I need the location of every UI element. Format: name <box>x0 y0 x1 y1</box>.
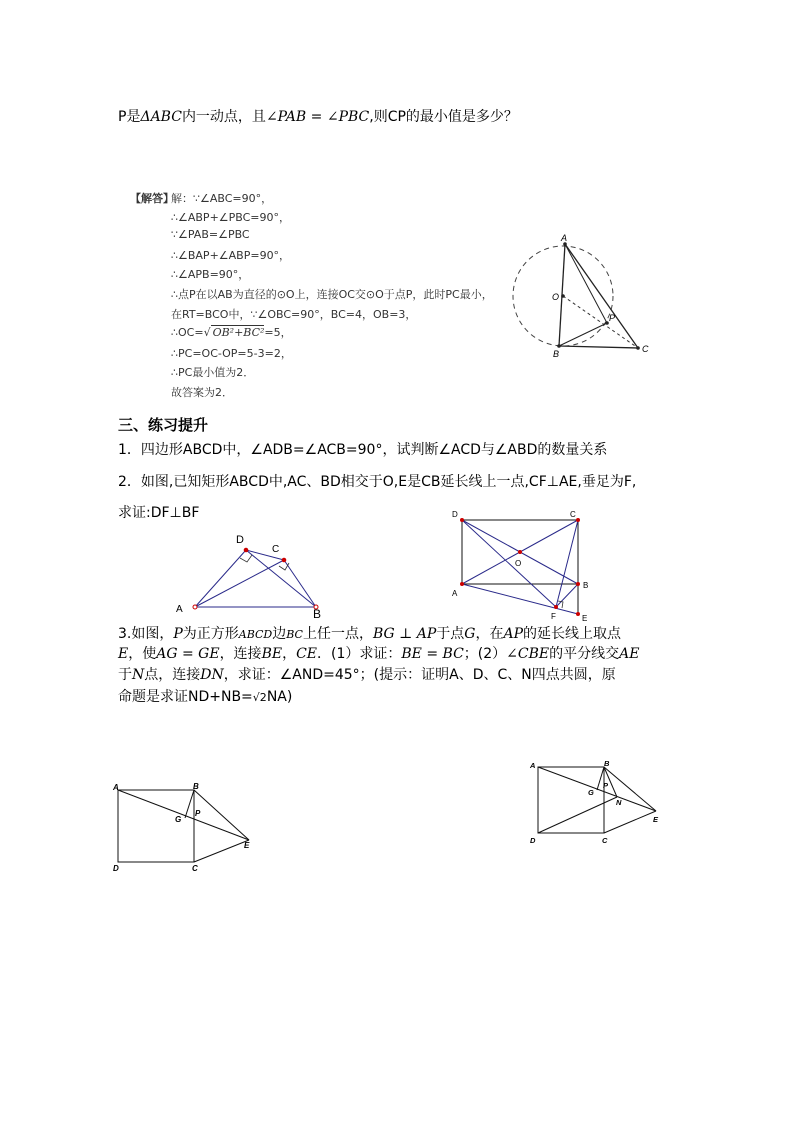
label-p: P <box>609 313 616 323</box>
label-e: E <box>244 841 250 850</box>
right-angle-c <box>279 563 289 570</box>
segment-be <box>194 790 249 840</box>
label-e: E <box>653 815 659 824</box>
segment-ce <box>604 811 656 833</box>
square-figure-2 <box>525 755 665 850</box>
circle-figure <box>505 228 665 363</box>
label-a: A <box>176 604 183 615</box>
segment-bp <box>559 323 607 346</box>
solution-line: ∴∠APB=90°， <box>171 268 250 281</box>
segment-ae <box>118 790 249 840</box>
solution-line: 解：∵∠ABC=90°， <box>171 192 273 205</box>
label-b: B <box>193 782 199 791</box>
exercise-3-line3: 于N点，连接DN，求证：∠AND=45°；(提示：证明A、D、C、N四点共圆，原 <box>118 667 616 683</box>
label-a: A <box>530 761 536 770</box>
segment-ad <box>195 550 246 607</box>
label-c: C <box>192 864 198 873</box>
solution-line: ∴PC=OC-OP=5-3=2， <box>171 347 292 360</box>
section-title: 三、练习提升 <box>118 416 209 434</box>
exercise-3-line1: 3.如图，P为正方形ABCD边BC上任一点，BG ⊥ AP于点G，在AP的延长线上取点 <box>118 626 622 642</box>
solution-line: ∴PC最小值为2． <box>171 366 255 379</box>
segment-ce <box>194 840 249 862</box>
square-figure-1 <box>108 780 258 875</box>
segment-cf <box>556 520 578 607</box>
solution-line: ∴点P在以AB为直径的⊙O上，连接OC交⊙O于点P，此时PC最小， <box>171 288 493 301</box>
segment-ap <box>565 244 607 323</box>
problem-statement: P是ΔABC内一动点，且∠PAB = ∠PBC,则CP的最小值是多少？ <box>118 109 518 125</box>
label-p: P <box>195 809 201 818</box>
exercise-2-line2: 求证:DF⊥BF <box>118 505 200 521</box>
solution-line: ∵∠PAB=∠PBC <box>171 228 250 241</box>
label-c: C <box>272 544 280 555</box>
label-b: B <box>583 581 589 590</box>
segment-df <box>462 520 556 607</box>
segment-dn <box>538 797 617 833</box>
segment-cb <box>284 560 316 607</box>
exercise-3-line4: 命题是求证ND+NB=√2NA) <box>118 689 293 705</box>
sqrt-two: √2 <box>252 691 267 704</box>
solution-line: 在RT=BCO中，∵∠OBC=90°，BC=4，OB=3， <box>171 308 417 321</box>
segment-db <box>246 550 316 607</box>
oc-radicand: OB²+BC² <box>212 326 265 339</box>
segment-ac <box>565 244 638 348</box>
right-angle-d <box>240 555 252 562</box>
label-o: O <box>515 559 522 568</box>
quad-figure <box>170 528 330 620</box>
sqrt-icon: √ <box>203 326 211 339</box>
label-d: D <box>113 864 119 873</box>
square-abcd <box>118 790 194 862</box>
label-c: C <box>570 510 576 519</box>
label-c: C <box>642 344 649 354</box>
solution-line: ∴∠BAP+∠ABP=90°， <box>171 249 291 262</box>
label-a: A <box>561 233 568 243</box>
label-e: E <box>582 614 588 623</box>
square-abcd <box>538 767 604 833</box>
label-c: C <box>602 836 608 845</box>
label-n: N <box>616 798 622 807</box>
solution-line: ∴∠ABP+∠PBC=90°， <box>171 211 291 224</box>
solution-line: 故答案为2． <box>171 386 233 399</box>
label-p: P <box>603 781 609 790</box>
label-f: F <box>551 612 556 621</box>
exercise-2-line1: 2．如图,已知矩形ABCD中,AC、BD相交于O,E是CB延长线上一点,CF⊥AE,垂足为F, <box>118 474 637 490</box>
label-a: A <box>113 783 119 792</box>
label-d: D <box>236 534 244 546</box>
exercise-3-line2: E，使AG = GE，连接BE，CE．(1）求证：BE = BC；(2）∠CBE的平分线交AE <box>118 646 640 662</box>
label-g: G <box>588 788 594 797</box>
segment-bc <box>559 346 638 348</box>
rect-figure <box>445 505 595 625</box>
solution-oc-line: ∴OC=√ OB²+BC²=5， <box>171 326 292 339</box>
segment-be <box>604 767 656 811</box>
segment-bg <box>185 790 194 818</box>
segment-oc <box>563 296 638 348</box>
label-d: D <box>452 510 458 519</box>
label-g: G <box>175 815 182 824</box>
label-a: A <box>452 589 458 598</box>
solution-tag: 【解答】 <box>130 192 174 205</box>
label-b: B <box>604 759 610 768</box>
label-o: O <box>552 292 560 302</box>
exercise-1: 1．四边形ABCD中，∠ADB=∠ACB=90°，试判断∠ACD与∠ABD的数量关系 <box>118 442 608 458</box>
label-d: D <box>530 836 536 845</box>
segment-ac <box>195 560 284 607</box>
label-b: B <box>553 349 560 359</box>
label-b: B <box>313 607 322 620</box>
